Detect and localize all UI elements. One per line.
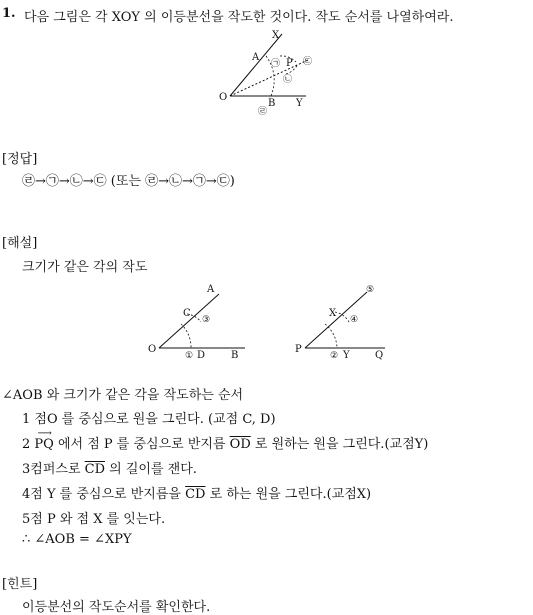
label-circ-n: ㉡: [283, 75, 293, 85]
segment-cd: $\overline{CD}$: [84, 462, 106, 477]
right-label-c4: ④: [350, 315, 359, 325]
step-2-middle: 에서 점 P 를 중심으로 반지름: [57, 437, 226, 452]
right-label-x: X: [329, 308, 337, 319]
bisector-ray: [230, 60, 308, 96]
segment-cd: $\overline{CD}$: [185, 487, 206, 502]
vector-pq: ⟶ PQ: [34, 428, 54, 452]
label-circ-d: ㉢: [303, 57, 313, 67]
answer-header: [정답]: [2, 152, 38, 167]
label-a: A: [252, 52, 260, 63]
step-3-prefix: 3컴퍼스로: [22, 462, 81, 477]
right-arc-x4: [335, 312, 349, 322]
explanation-subtitle: 크기가 같은 각의 작도: [22, 260, 148, 275]
hint-header: [힌트]: [2, 577, 38, 592]
segment-od: $\overline{OD}$: [229, 437, 251, 452]
label-x: X: [272, 30, 280, 41]
problem-text: 다음 그림은 각 XOY 의 이등분선을 작도한 것이다. 작도 순서를 나열하여라.: [24, 10, 454, 25]
label-b: B: [268, 98, 276, 109]
step-1: 1 점O 를 중심으로 원을 그린다. (교점 C, D): [22, 412, 276, 427]
left-label-c3: ③: [202, 315, 211, 325]
problem-number: 1.: [2, 6, 16, 21]
label-y: Y: [296, 98, 303, 109]
right-label-c2: ②: [330, 351, 339, 361]
right-label-y: Y: [343, 350, 350, 361]
left-label-o: O: [148, 344, 157, 355]
right-label-q: Q: [375, 350, 384, 361]
steps-title: ∠AOB 와 크기가 같은 각을 작도하는 순서: [2, 388, 244, 403]
hint-text: 이등분선의 작도순서를 확인한다.: [22, 600, 211, 615]
left-label-d: D: [197, 350, 206, 361]
left-label-a: A: [207, 284, 215, 295]
vector-arrow-icon: ⟶: [37, 428, 51, 439]
right-label-c5: ⑤: [366, 285, 375, 295]
label-circ-g: ㉠: [271, 59, 281, 69]
step-2: [22, 428, 429, 452]
right-label-p: P: [295, 344, 302, 355]
bisector-figure: [210, 28, 330, 120]
conclusion: ∴ ∠AOB = ∠XPY: [22, 532, 132, 547]
left-arc-cd: [181, 324, 191, 348]
left-label-c: C: [183, 308, 191, 319]
label-p: P: [286, 58, 293, 69]
copy-angle-figure: [145, 280, 395, 362]
label-circ-r: ㉣: [258, 107, 268, 117]
step-4-end: 로 하는 원을 그린다.(교점X): [209, 487, 372, 502]
step-4-prefix: 4점 Y 를 중심으로 반지름을: [22, 487, 181, 502]
explanation-header: [해설]: [2, 236, 38, 251]
left-label-c1: ①: [185, 351, 194, 361]
step-2-number: 2: [22, 437, 31, 452]
label-o: O: [219, 92, 228, 103]
answer-text: ㉣→㉠→㉡→㉢ (또는 ㉣→㉡→㉠→㉢): [22, 174, 235, 189]
step-3-end: 의 길이를 잰다.: [109, 462, 197, 477]
step-4: [22, 483, 371, 502]
left-label-b: B: [231, 350, 239, 361]
step-2-end: 로 원하는 원을 그린다.(교점Y): [254, 437, 429, 452]
step-5: 5점 P 와 점 X 를 잇는다.: [22, 512, 166, 527]
step-3: [22, 458, 197, 477]
right-arc-xy: [325, 324, 337, 348]
